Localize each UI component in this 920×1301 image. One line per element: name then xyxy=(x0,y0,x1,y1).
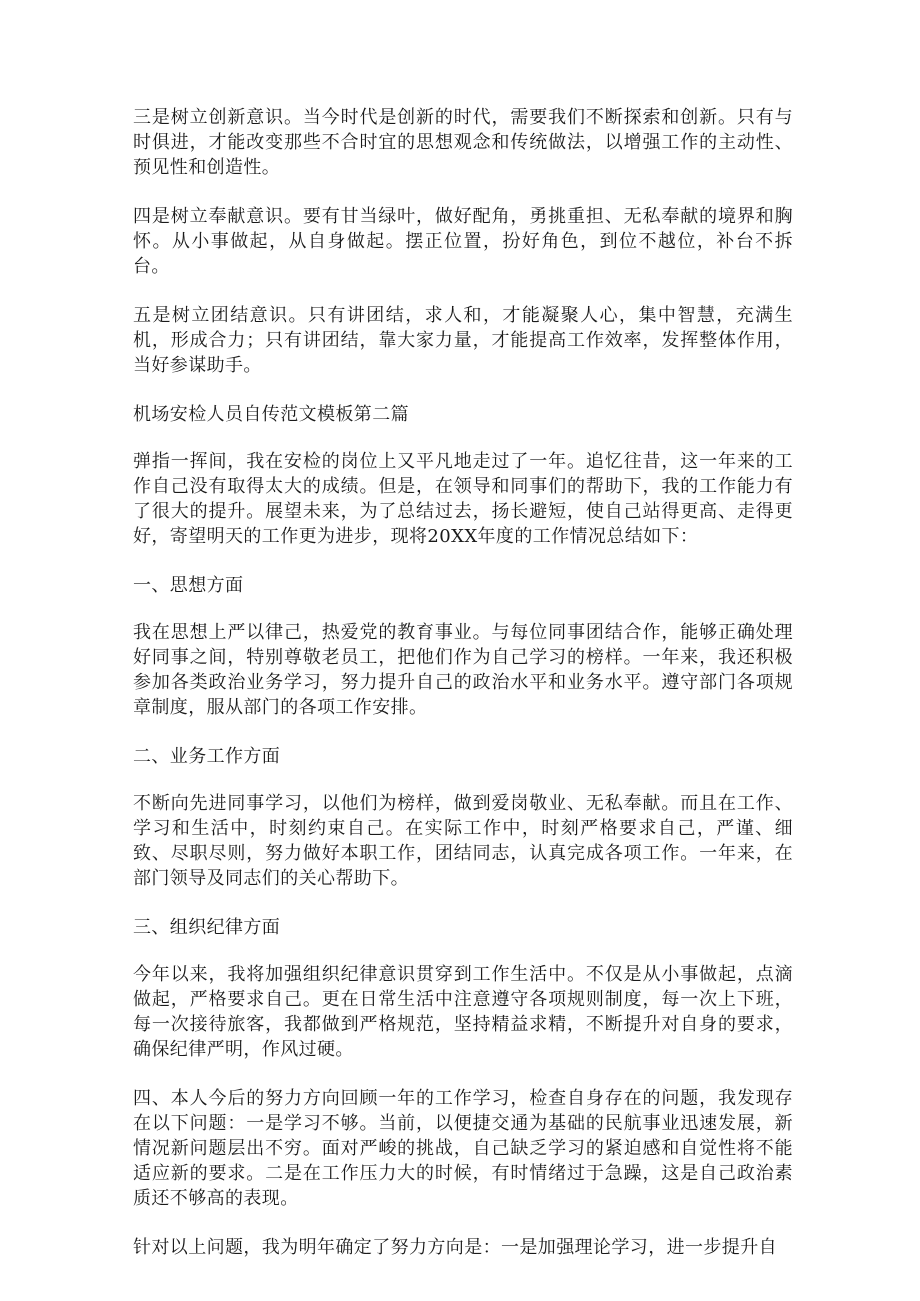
paragraph-innovation: 三是树立创新意识。当今时代是创新的时代，需要我们不断探索和创新。只有与时俱进，才能改变那些不合时宜的思想观念和传统做法，以增强工作的主动性、预见性和创造性。 xyxy=(133,107,793,178)
section-title-second-article: 机场安检人员自传范文模板第二篇 xyxy=(133,404,409,425)
heading-discipline: 三、组织纪律方面 xyxy=(133,917,281,938)
paragraph-discipline: 今年以来，我将加强组织纪律意识贯穿到工作生活中。不仅是从小事做起，点滴做起，严格要求自己。更在日常生活中注意遵守各项规则制度，每一次上下班，每一次接待旅客，我都做到严格规范，坚持精益求精，不断提升对自身的要求，确保纪律严明，作风过硬。 xyxy=(133,964,793,1060)
heading-work: 二、业务工作方面 xyxy=(133,746,281,767)
heading-ideology: 一、思想方面 xyxy=(133,575,244,596)
paragraph-future-direction: 四、本人今后的努力方向回顾一年的工作学习，检查自身存在的问题，我发现存在以下问题：一是学习不够。当前，以便捷交通为基础的民航事业迅速发展，新情况新问题层出不穷。面对严峻的挑战，自己缺乏学习的紧迫感和自觉性将不能适应新的要求。二是在工作压力大的时候，有时情绪过于急躁，这是自己政治素质还不够高的表现。 xyxy=(133,1088,793,1209)
paragraph-dedication: 四是树立奉献意识。要有甘当绿叶，做好配角，勇挑重担、无私奉献的境界和胸怀。从小事做起，从自身做起。摆正位置，扮好角色，到位不越位，补台不拆台。 xyxy=(133,206,793,277)
paragraph-intro: 弹指一挥间，我在安检的岗位上又平凡地走过了一年。追忆往昔，这一年来的工作自己没有取得太大的成绩。但是，在领导和同事们的帮助下，我的工作能力有了很大的提升。展望未来，为了总结过去，扬长避短，使自己站得更高、走得更好，寄望明天的工作更为进步，现将20XX年度的工作情况总结如下： xyxy=(133,451,793,547)
paragraph-plan: 针对以上问题，我为明年确定了努力方向是：一是加强理论学习，进一步提升自 xyxy=(133,1237,777,1258)
paragraph-work: 不断向先进同事学习，以他们为榜样，做到爱岗敬业、无私奉献。而且在工作、学习和生活中，时刻约束自己。在实际工作中，时刻严格要求自己，严谨、细致、尽职尽则，努力做好本职工作，团结同志，认真完成各项工作。一年来，在部门领导及同志们的关心帮助下。 xyxy=(133,793,793,889)
paragraph-ideology: 我在思想上严以律己，热爱党的教育事业。与每位同事团结合作，能够正确处理好同事之间，特别尊敬老员工，把他们作为自己学习的榜样。一年来，我还积极参加各类政治业务学习，努力提升自己的政治水平和业务水平。遵守部门各项规章制度，服从部门的各项工作安排。 xyxy=(133,622,793,718)
document-page xyxy=(133,105,793,1284)
paragraph-unity: 五是树立团结意识。只有讲团结，求人和，才能凝聚人心，集中智慧，充满生机，形成合力；只有讲团结，靠大家力量，才能提高工作效率，发挥整体作用，当好参谋助手。 xyxy=(133,305,793,376)
